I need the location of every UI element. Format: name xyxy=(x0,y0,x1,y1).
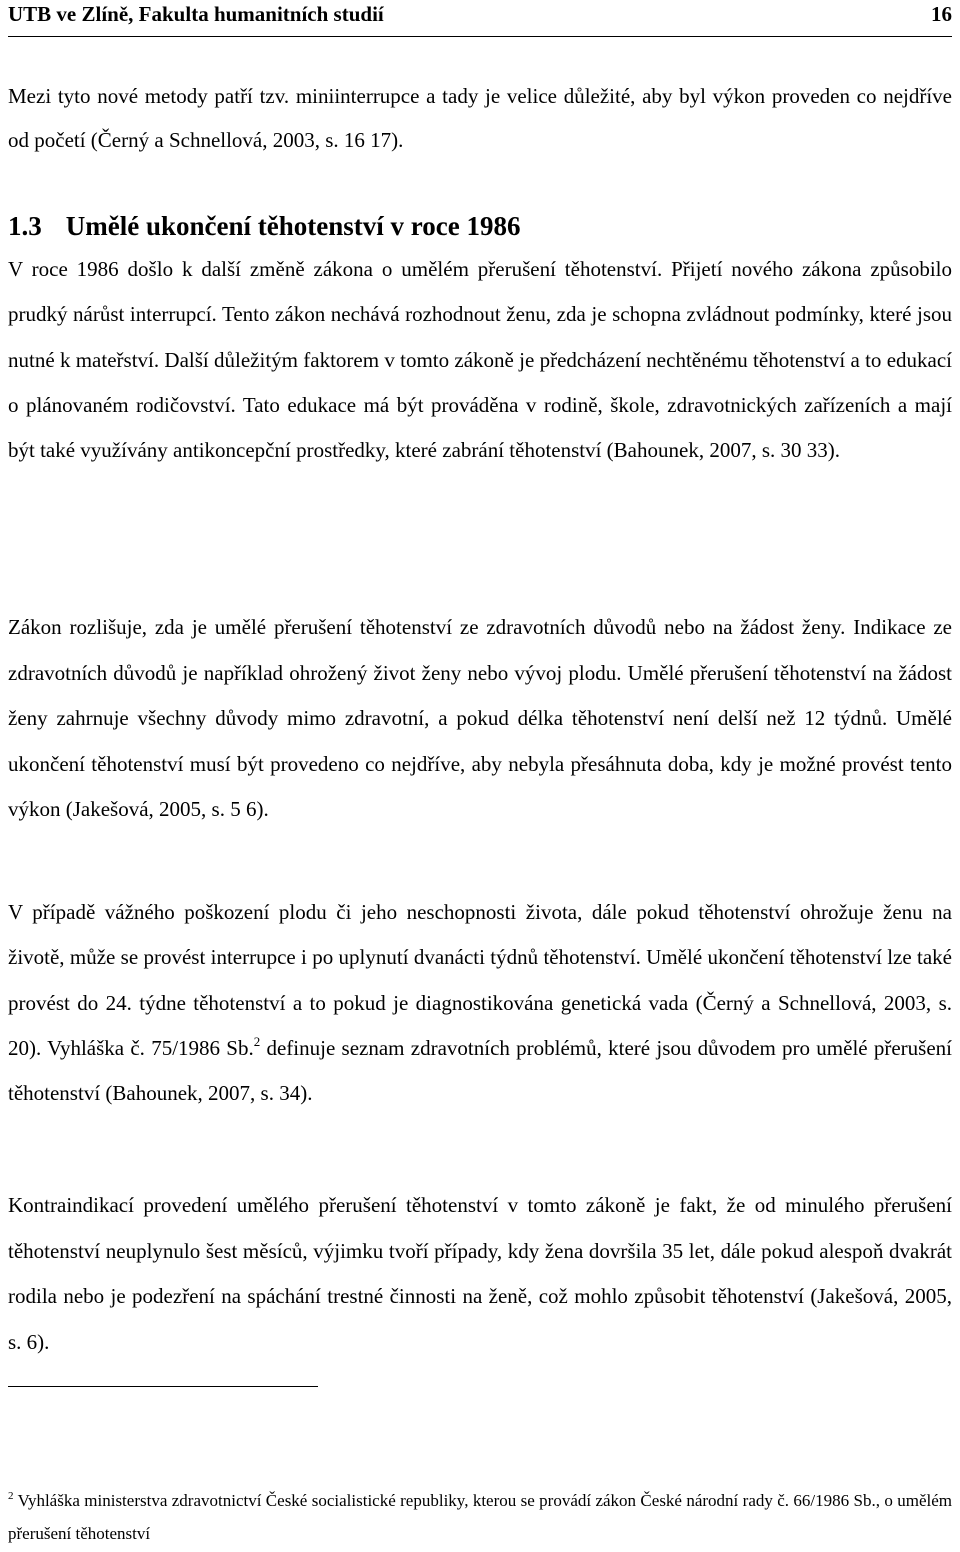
paragraph-intro: Mezi tyto nové metody patří tzv. miniinterrupce a tady je velice důležité, aby byl výkon proveden co nejdříve od početí (Černý a Schnellová, 2003, s. 16 17). xyxy=(8,84,952,152)
running-header xyxy=(8,0,952,37)
header-title: UTB ve Zlíně, Fakulta humanitních studií xyxy=(8,2,384,26)
footnote-text: Vyhláška ministerstva zdravotnictví České socialistické republiky, kterou se provádí zákon České národní rady č. 66/1986 Sb., o umělém přerušení těhotenství xyxy=(8,1491,952,1543)
paragraph-3-text-after: definuje seznam zdravotních problémů, které jsou důvodem pro umělé přerušení těhotenství (Bahounek, 2007, s. 34). xyxy=(8,1035,952,1106)
section-heading xyxy=(8,206,520,246)
footnote-marker: 2 xyxy=(8,1490,14,1502)
paragraph-1: V roce 1986 došlo k další změně zákona o umělém přerušení těhotenství. Přijetí nového zákona způsobilo prudký nárůst interrupcí. Tento zákon nechává rozhodnout ženu, zda je schopna zvládnout podmínky, které jsou nutné k mateřství. Další důležitým faktorem v tomto zákoně je předcházení nechtěnému těhotenství a to edukací o plánovaném rodičovství. Tato edukace má být prováděna v rodině, škole, zdravotnických zařízeních a mají být také využívány antikoncepční prostředky, které zabrání těhotenství (Bahounek, 2007, s. 30 33). xyxy=(8,257,952,463)
section-number: 1.3 xyxy=(8,211,42,241)
paragraph-3-text-before: V případě vážného poškození plodu či jeho neschopnosti života, dále pokud těhotenství ohrožuje ženu na životě, může se provést interrupce i po uplynutí dvanácti týdnů těhotenství. Umělé ukončení těhotenství lze také provést do 24. týdne těhotenství a to pokud je diagnostikována genetická vada (Černý a Schnellová, 2003, s. 20). Vyhláška č. 75/1986 Sb. xyxy=(8,900,952,1060)
paragraph-4: Kontraindikací provedení umělého přerušení těhotenství v tomto zákoně je fakt, že od minulého přerušení těhotenství neuplynulo šest měsíců, výjimku tvoří případy, kdy žena dovršila 35 let, dále pokud alespoň dvakrát rodila nebo je podezření na spáchání trestné činnosti na ženě, což mohlo způsobit těhotenství (Jakešová, 2005, s. 6). xyxy=(8,1193,952,1354)
footnote-reference[interactable]: 2 xyxy=(253,1033,261,1049)
paragraph-2: Zákon rozlišuje, zda je umělé přerušení těhotenství ze zdravotních důvodů nebo na žádost ženy. Indikace ze zdravotních důvodů je například ohrožený život ženy nebo vývoj plodu. Umělé přerušení těhotenství na žádost ženy zahrnuje všechny důvody mimo zdravotní, a pokud délka těhotenství není delší než 12 týdnů. Umělé ukončení těhotenství musí být provedeno co nejdříve, aby nebyla přesáhnuta doba, kdy je možné provést tento výkon (Jakešová, 2005, s. 5 6). xyxy=(8,615,952,822)
paragraph-3 xyxy=(8,890,952,1116)
section-title: Umělé ukončení těhotenství v roce 1986 xyxy=(65,211,521,241)
footnote xyxy=(8,1484,952,1550)
footnote-separator xyxy=(8,1386,318,1387)
page-number: 16 xyxy=(931,2,952,26)
